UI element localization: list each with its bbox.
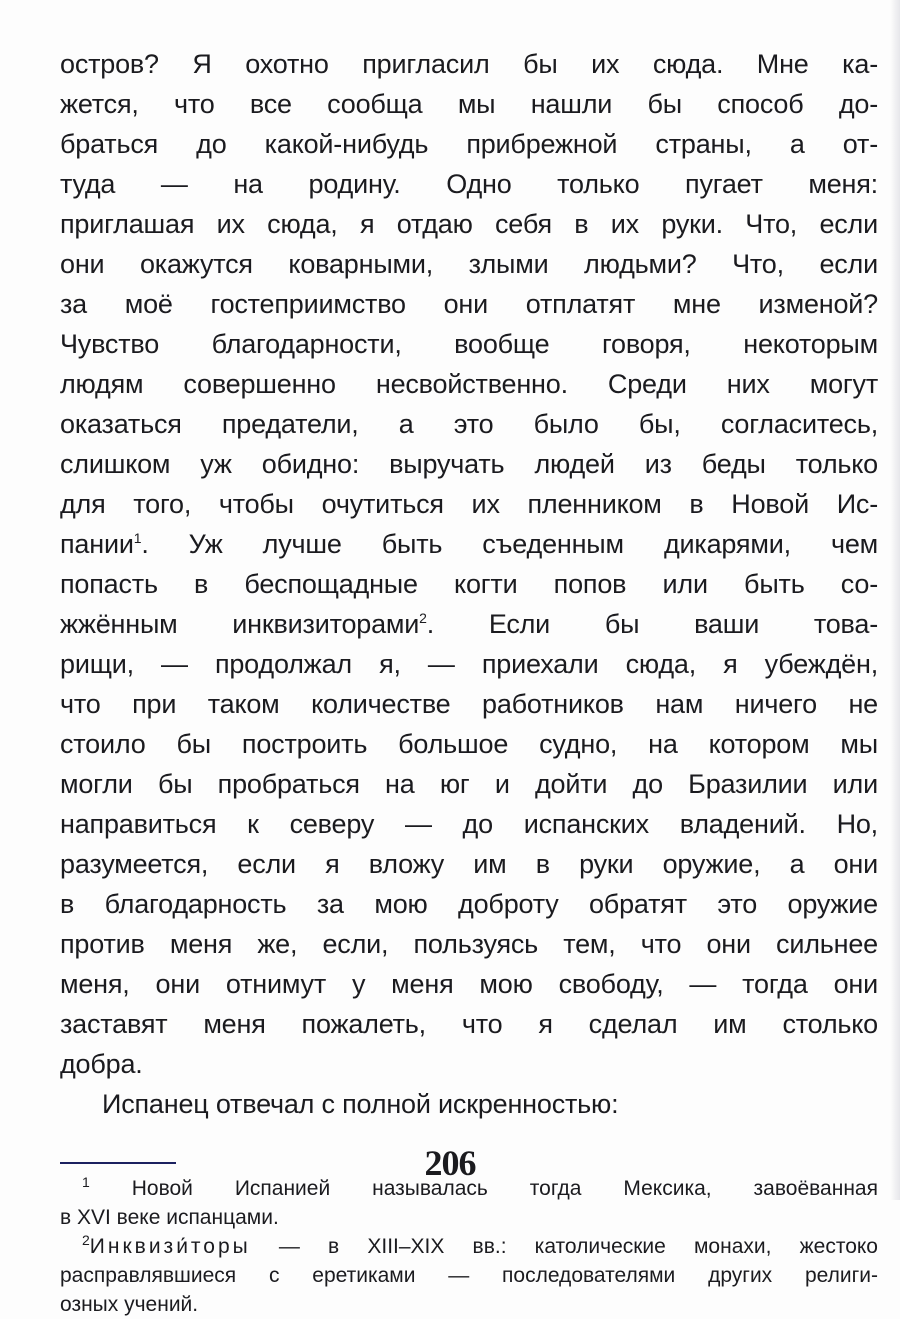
text-fragment: пании (60, 529, 134, 559)
text-line: они окажутся коварными, злыми людьми? Что, если (60, 249, 878, 279)
footnote-ref-1[interactable]: 1 (133, 530, 142, 546)
footnotes (60, 1174, 878, 1319)
text-line: Чувство благодарности, вообще говоря, некоторым (60, 329, 878, 359)
footnote-1-text: Новой Испанией называлась тогда Мексика, завоёванная (131, 1177, 878, 1200)
footnote-2-term: Инквизи́торы (89, 1235, 251, 1258)
text-line: в благодарность за мою доброту обратят это оружие (60, 889, 878, 919)
text-line: направиться к северу — до испанских владений. Но, (60, 809, 878, 839)
page-number: 206 (424, 1143, 476, 1183)
text-line: рищи, — продолжал я, — приехали сюда, я убеждён, (60, 649, 878, 679)
text-line: могли бы пробраться на юг и дойти до Бразилии или (60, 769, 878, 799)
text-line: людям совершенно несвойственно. Среди них могут (60, 369, 878, 399)
footnote-2-line: расправлявшиеся с еретиками — последователями других религи- (60, 1264, 878, 1287)
text-line: добра. (60, 1049, 143, 1079)
text-line (60, 604, 878, 644)
text-fragment: . Если бы ваши това- (426, 609, 878, 639)
text-line: приглашая их сюда, я отдаю себя в их руки. Что, если (60, 209, 878, 239)
footnote-mark-1: 1 (82, 1174, 90, 1190)
footnote-2-line (60, 1232, 878, 1261)
text-line: стоило бы построить большое судно, на котором мы (60, 729, 878, 759)
text-fragment: . Уж лучше быть съеденным дикарями, чем (141, 529, 878, 559)
text-line: за моё гостеприимство они отплатят мне изменой? (60, 289, 878, 319)
footnote-ref-2[interactable]: 2 (419, 610, 427, 626)
text-line: попасть в беспощадные когти попов или быть со- (60, 569, 878, 599)
text-line: браться до какой-нибудь прибрежной страны, а от- (60, 129, 878, 159)
footnote-1-line: в XVI веке испанцами. (60, 1206, 279, 1229)
text-line (60, 524, 878, 564)
text-line: против меня же, если, пользуясь тем, что они сильнее (60, 929, 878, 959)
text-line: разумеется, если я вложу им в руки оружие, а они (60, 849, 878, 879)
text-line: заставят меня пожалеть, что я сделал им столько (60, 1009, 878, 1039)
main-text (60, 44, 878, 1124)
page-content (60, 44, 878, 1319)
footnote-mark-2: 2 (82, 1232, 90, 1248)
page-edge-shadow (890, 0, 900, 1200)
text-line: оказаться предатели, а это было бы, согласитесь, (60, 409, 878, 439)
text-line: остров? Я охотно пригласил бы их сюда. Мне ка- (60, 49, 878, 79)
text-line: меня, они отнимут у меня мою свободу, — тогда они (60, 969, 878, 999)
footnote-2-line: озных учений. (60, 1293, 199, 1316)
text-line: для того, чтобы очутиться их пленником в Новой Ис- (60, 489, 878, 519)
text-line: что при таком количестве работников нам ничего не (60, 689, 878, 719)
text-line: туда — на родину. Одно только пугает меня: (60, 169, 878, 199)
text-line: жется, что все сообща мы нашли бы способ до- (60, 89, 878, 119)
text-fragment: жжённым инквизиторами (60, 609, 420, 639)
paragraph-spaniard-reply: Испанец отвечал с полной искренностью: (102, 1089, 619, 1119)
text-line: слишком уж обидно: выручать людей из беды только (60, 449, 878, 479)
footnote-2-text: — в XIII–XIX вв.: католические монахи, жестоко (250, 1235, 878, 1258)
